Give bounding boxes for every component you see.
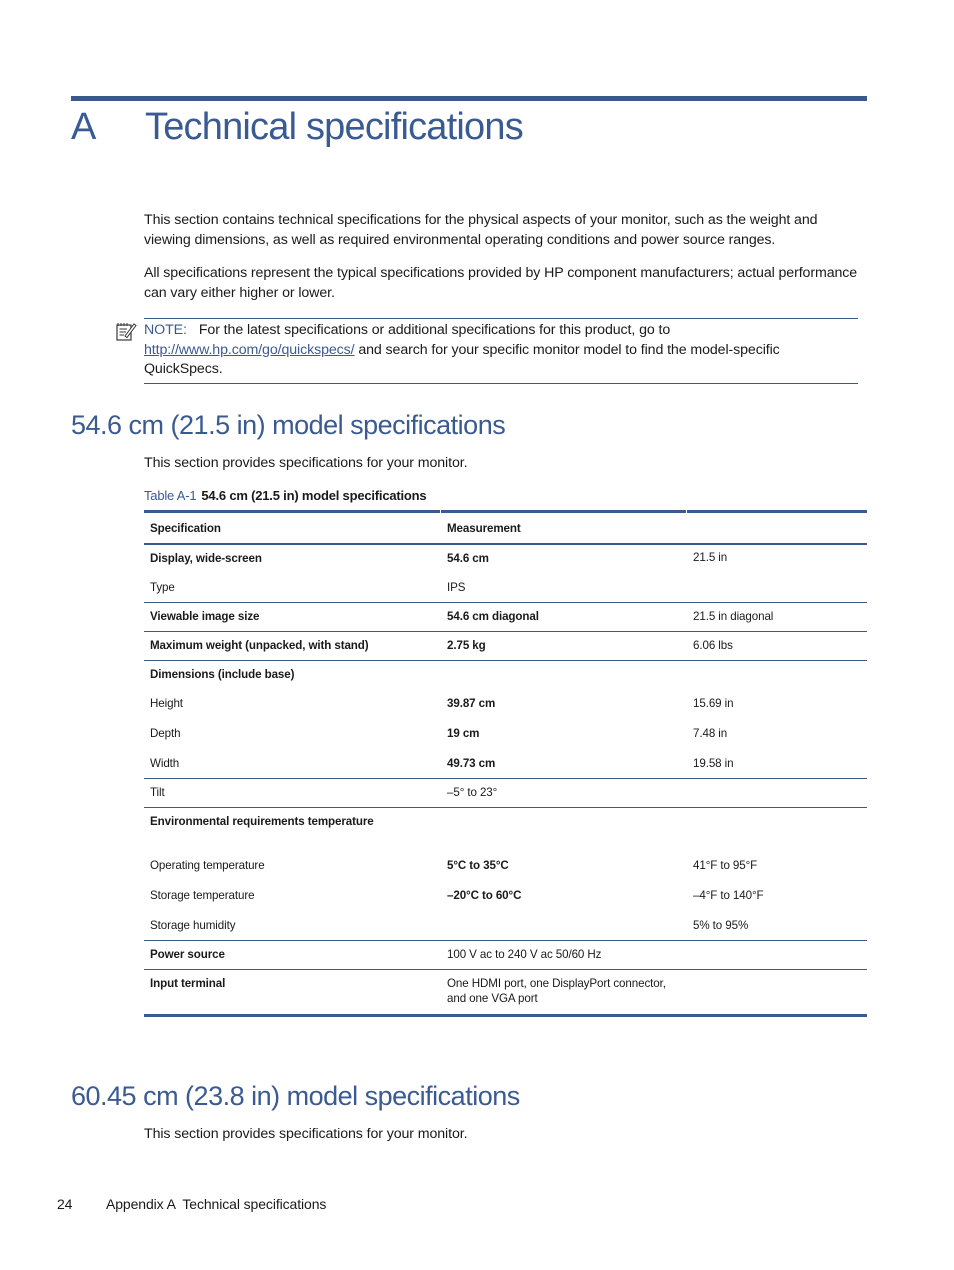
spec-metric: 100 V ac to 240 V ac 50/60 Hz	[447, 948, 602, 961]
intro-paragraph-2: All specifications represent the typical specifications provided by HP component manufacturers; actual performance can vary either higher or lower.	[144, 265, 858, 301]
spec-imperial: 41°F to 95°F	[693, 859, 758, 872]
spec-name: Type	[150, 581, 175, 594]
table-bottom-rule	[144, 1014, 867, 1017]
spec-name: Storage temperature	[150, 889, 255, 902]
spec-imperial: 5% to 95%	[693, 919, 749, 932]
spec-name: Height	[150, 697, 183, 710]
table-header-rule	[144, 543, 867, 545]
spec-imperial: 21.5 in	[693, 551, 728, 564]
row-rule	[144, 778, 867, 779]
header-col-separator	[440, 510, 441, 543]
note-label: NOTE:	[144, 322, 187, 338]
table-top-rule	[144, 510, 867, 513]
spec-metric: –5° to 23°	[447, 786, 498, 799]
note-text-before: For the latest specifications or additional specifications for this product, go to	[198, 322, 671, 338]
header-specification: Specification	[150, 522, 221, 535]
spec-name: Tilt	[150, 786, 165, 799]
header-measurement: Measurement	[447, 522, 521, 535]
spec-metric-continued: and one VGA port	[447, 992, 538, 1005]
header-col-separator	[686, 510, 687, 543]
spec-metric: 5°C to 35°C	[447, 859, 509, 872]
spec-metric: 54.6 cm diagonal	[447, 610, 539, 623]
spec-metric: IPS	[447, 581, 466, 594]
section2-description: This section provides specifications for your monitor.	[144, 1126, 468, 1142]
section2-title: 60.45 cm (23.8 in) model specifications	[71, 1081, 520, 1111]
row-rule	[144, 969, 867, 970]
chapter-letter: A	[71, 106, 96, 148]
spec-name: Power source	[150, 948, 225, 961]
spec-imperial: 15.69 in	[693, 697, 734, 710]
spec-metric: 54.6 cm	[447, 552, 489, 565]
spec-metric: –20°C to 60°C	[447, 889, 522, 902]
note-text-after: and search for your specific monitor model to find the model-specific QuickSpecs.	[144, 341, 780, 377]
spec-metric: 19 cm	[447, 727, 480, 740]
row-rule	[144, 660, 867, 661]
chapter-title: Technical specifications	[145, 106, 523, 148]
spec-name: Depth	[150, 727, 181, 740]
spec-name: Maximum weight (unpacked, with stand)	[150, 639, 369, 652]
row-rule	[144, 807, 867, 808]
spec-metric: 39.87 cm	[447, 697, 496, 710]
spec-name: Input terminal	[150, 977, 226, 990]
spec-metric: One HDMI port, one DisplayPort connector,	[447, 977, 666, 990]
page-number: 24	[57, 1196, 73, 1212]
spec-imperial: 6.06 lbs	[693, 639, 733, 652]
chapter-rule	[71, 96, 867, 101]
footer-text: Appendix A Technical specifications	[106, 1196, 327, 1212]
quickspecs-link[interactable]: http://www.hp.com/go/quickspecs/	[144, 341, 355, 358]
spec-name: Display, wide-screen	[150, 552, 262, 565]
note-text	[144, 321, 858, 380]
row-rule	[144, 940, 867, 941]
row-rule	[144, 631, 867, 632]
spec-metric: 2.75 kg	[447, 639, 486, 652]
note-pencil-icon	[115, 322, 137, 342]
section1-description: This section provides specifications for your monitor.	[144, 455, 468, 471]
spec-imperial: 19.58 in	[693, 757, 734, 770]
spec-name: Width	[150, 757, 180, 770]
spec-imperial: –4°F to 140°F	[693, 889, 764, 902]
spec-metric: 49.73 cm	[447, 757, 496, 770]
spec-name: Storage humidity	[150, 919, 236, 932]
intro-paragraph-1: This section contains technical specifications for the physical aspects of your monitor, such as the weight and viewing dimensions, as well as required environmental operating conditions and power source ranges.	[144, 212, 818, 248]
spec-imperial: 7.48 in	[693, 727, 728, 740]
table-caption-title: 54.6 cm (21.5 in) model specifications	[201, 488, 427, 503]
table-caption	[144, 488, 426, 503]
row-rule	[144, 602, 867, 603]
spec-imperial: 21.5 in diagonal	[693, 610, 774, 623]
spec-name: Operating temperature	[150, 859, 265, 872]
spec-name: Viewable image size	[150, 610, 260, 623]
spec-name: Dimensions (include base)	[150, 668, 295, 681]
table-caption-label: Table A-1	[144, 488, 197, 503]
section1-title: 54.6 cm (21.5 in) model specifications	[71, 410, 506, 440]
spec-name: Environmental requirements temperature	[150, 815, 374, 828]
